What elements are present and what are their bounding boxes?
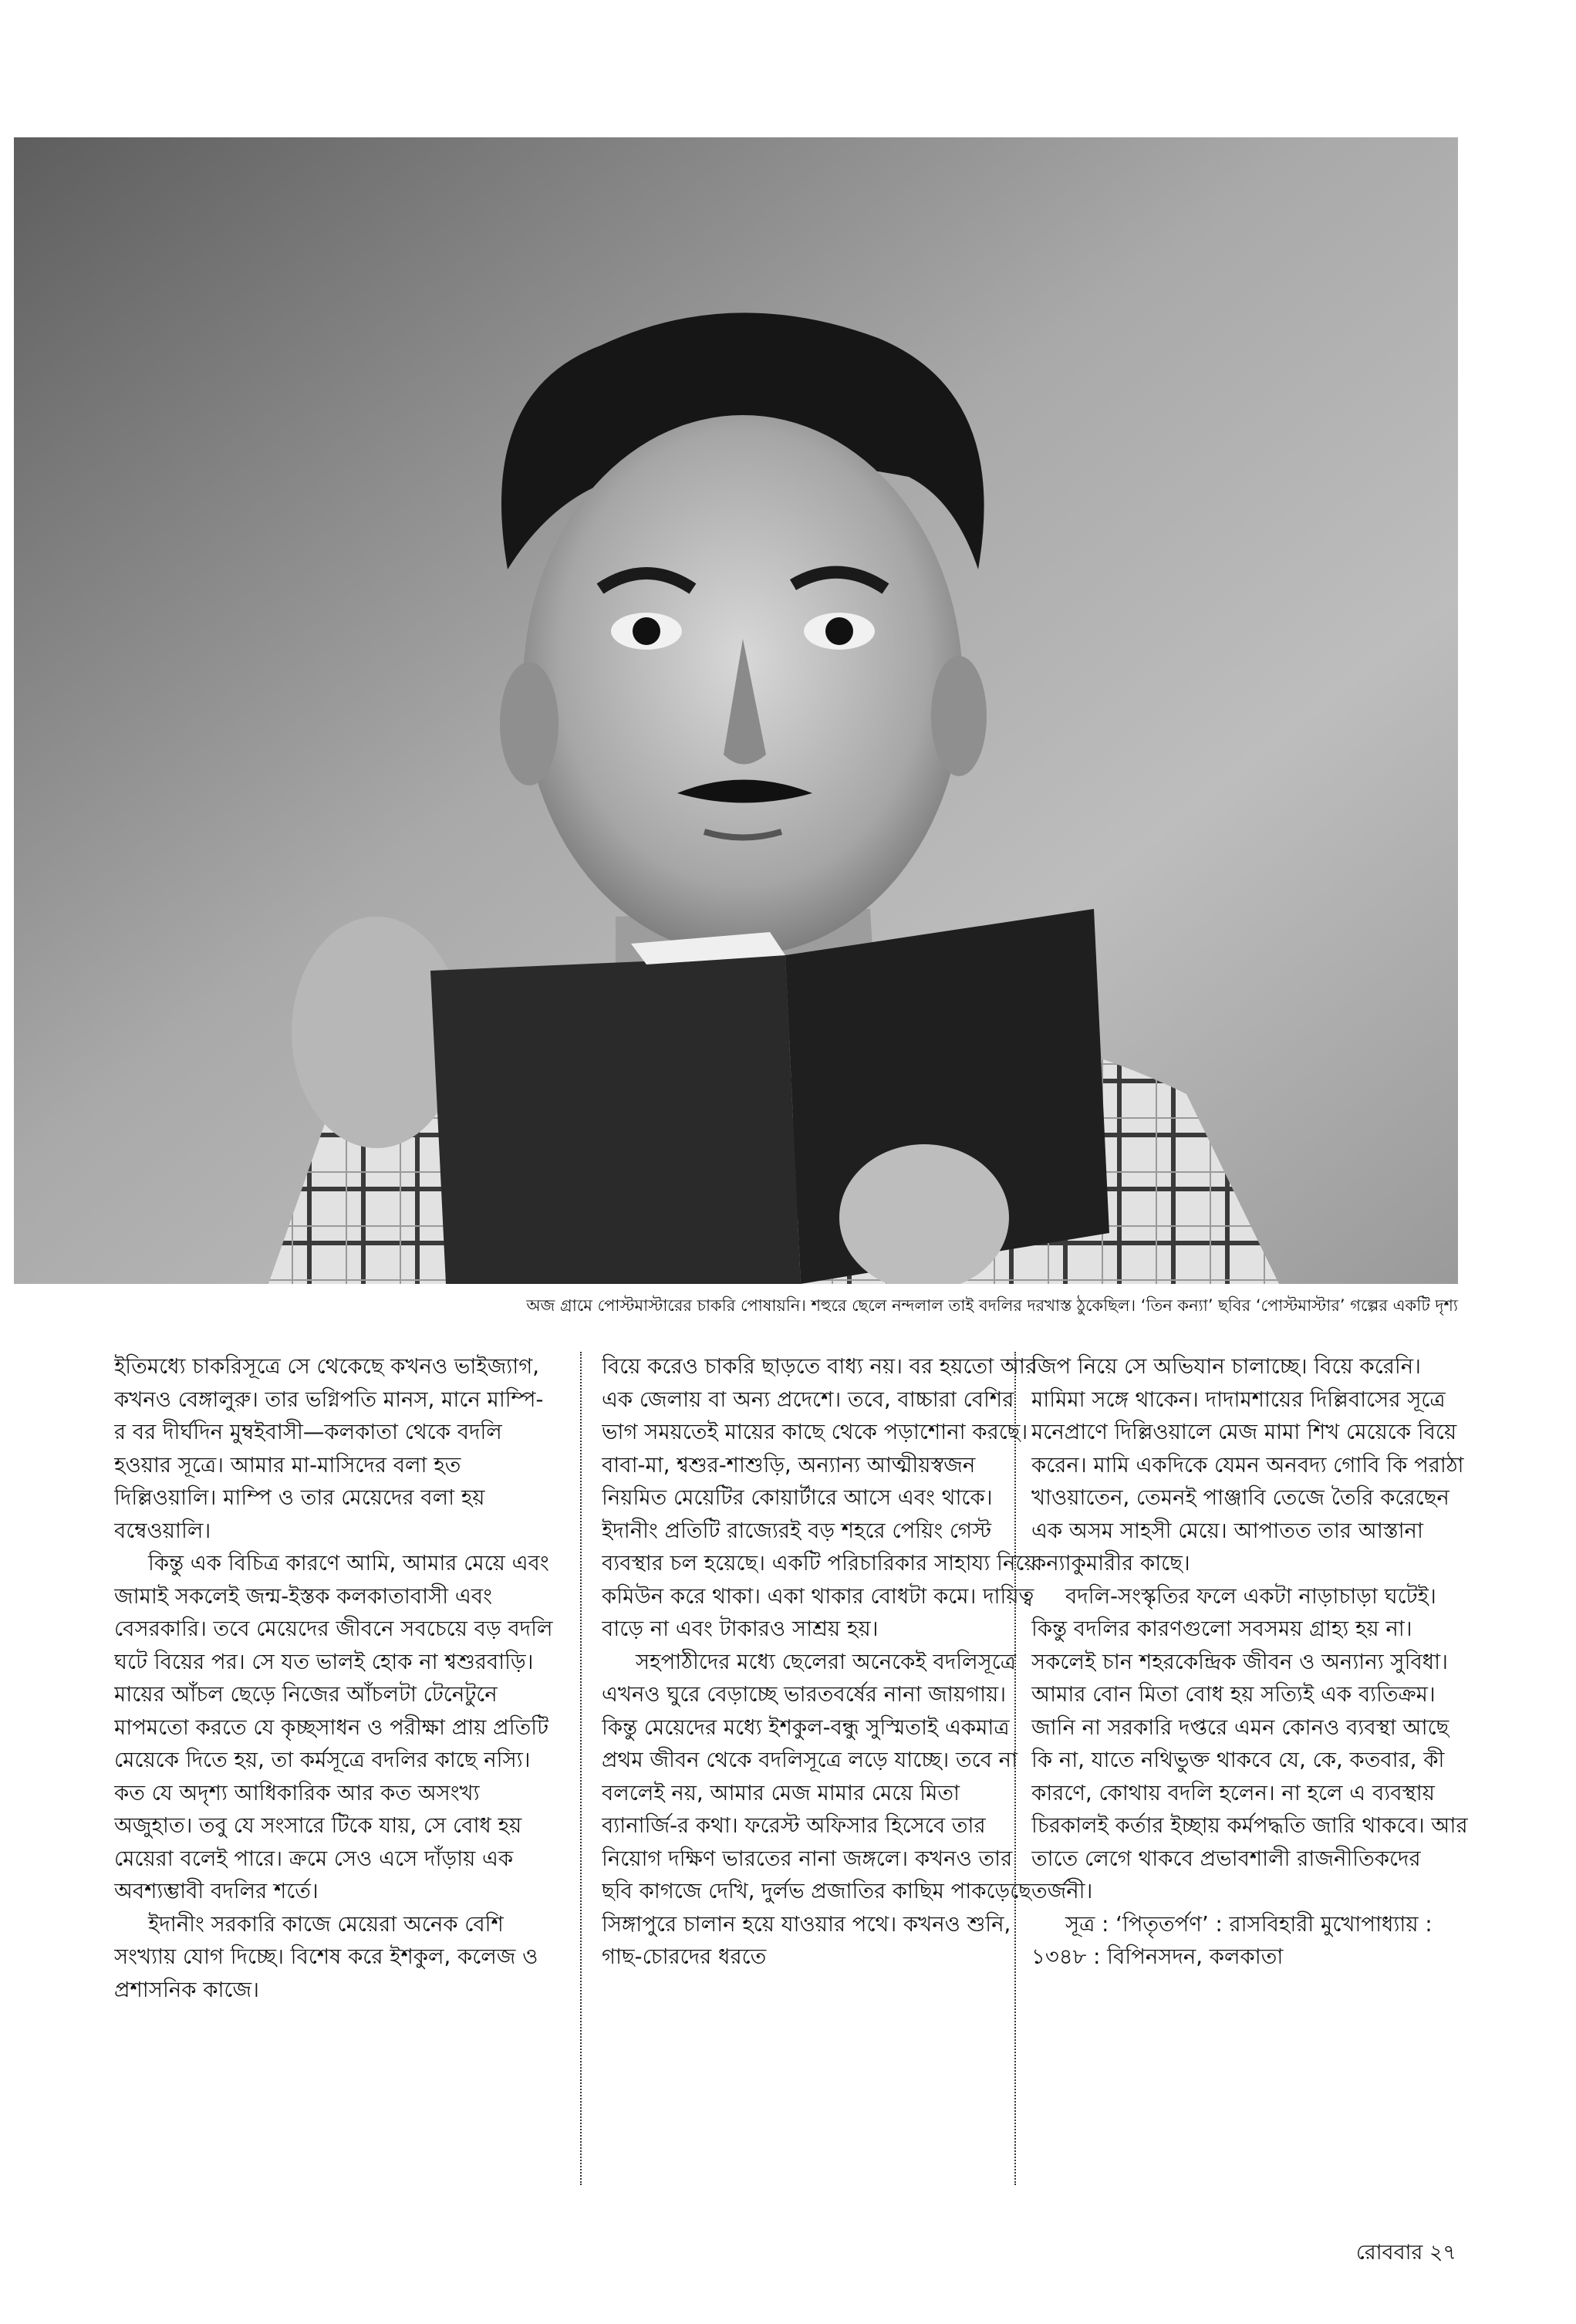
article-column-3 <box>1031 1350 1471 2199</box>
paragraph: ইতিমধ্যে চাকরিসূত্রে সে থেকেছে কখনও ভাইজ্যাগ, কখনও বেঙ্গালুরু। তার ভগ্নিপতি মানস, মানে মাম্পি-র বর দীর্ঘদিন মুম্বইবাসী—কলকাতা থেকে বদলি হওয়ার সূত্রে। আমার মা-মাসিদের বলা হত দিল্লিওয়ালি। মাম্পি ও তার মেয়েদের বলা হয় বম্বেওয়ালি। <box>114 1354 544 1543</box>
paragraph: বদলি-সংস্কৃতির ফলে একটা নাড়াচাড়া ঘটেই। কিন্তু বদলির কারণগুলো সবসময় গ্রাহ্য হয় না। সকলেই চান শহরকেন্দ্রিক জীবন ও অন্যান্য সুবিধা। আমার বোন মিতা বোধ হয় সত্যিই এক ব্যতিক্রম। জানি না সরকারি দপ্তরে এমন কোনও ব্যবস্থা আছে কি না, যাতে নথিভুক্ত থাকবে যে, কে, কতবার, কী কারণে, কোথায় বদলি হলেন। না হলে এ ব্যবস্থায় চিরকালই কর্তার ইচ্ছায় কর্মপদ্ধতি জারি থাকবে। আর তাতে লেগে থাকবে প্রভাবশালী রাজনীতিকদের তর্জনী। <box>1031 1583 1468 1903</box>
article-column-2 <box>602 1350 1041 2199</box>
paragraph: বিয়ে করেও চাকরি ছাড়তে বাধ্য নয়। বর হয়তো আর এক জেলায় বা অন্য প্রদেশে। তবে, বাচ্চারা বেশির ভাগ সময়তেই মায়ের কাছে থেকে পড়াশোনা করছে। বাবা-মা, শ্বশুর-শাশুড়ি, অন্যান্য আত্মীয়স্বজন নিয়মিত মেয়েটির কোয়ার্টারে আসে এবং থাকে। ইদানীং প্রতিটি রাজ্যেরই বড় শহরে পেয়িং গেস্ট ব্যবস্থার চল হয়েছে। একটি পরিচারিকার সাহায্য নিয়ে কমিউন করে থাকা। একা থাকার বোধটা কমে। দায়িত্ব বাড়ে না এবং টাকারও সাশ্রয় হয়। <box>602 1354 1038 1641</box>
paragraph: কিন্তু এক বিচিত্র কারণে আমি, আমার মেয়ে এবং জামাই সকলেই জন্ম-ইস্তক কলকাতাবাসী এবং বেসরকারি। তবে মেয়েদের জীবনে সবচেয়ে বড় বদলি ঘটে বিয়ের পর। সে যত ভালই হোক না শ্বশুরবাড়ি। মায়ের আঁচল ছেড়ে নিজের আঁচলটা টেনেটুনে মাপমতো করতে যে কৃচ্ছসাধন ও পরীক্ষা প্রায় প্রতিটি মেয়েকে দিতে হয়, তা কর্মসূত্রে বদলির কাছে নস্যি। কত যে অদৃশ্য আধিকারিক আর কত অসংখ্য অজুহাত। তবু যে সংসারে টিকে যায়, সে বোধ হয় মেয়েরা বলেই পারে। ক্রমে সেও এসে দাঁড়ায় এক অবশ্যম্ভাবী বদলির শর্তে। <box>114 1551 553 1903</box>
page-folio: রোববার ২৭ <box>1355 2241 1456 2265</box>
column-divider <box>1014 1352 1016 2185</box>
article-column-1 <box>114 1350 554 2199</box>
photo-caption: অজ গ্রামে পোস্টমাস্টারের চাকরি পোষায়নি। শহুরে ছেলে নন্দলাল তাই বদলির দরখাস্ত ঠুকেছিল। ‘তিন কন্যা’ ছবির ‘পোস্টমাস্টার’ গল্পের একটি দৃশ্য <box>526 1296 1458 1315</box>
paragraph: জিপ নিয়ে সে অভিযান চালাচ্ছে। বিয়ে করেনি। মামিমা সঙ্গে থাকেন। দাদামশায়ের দিল্লিবাসের সূত্রে মনেপ্রাণে দিল্লিওয়ালে মেজ মামা শিখ মেয়েকে বিয়ে করেন। মামি একদিকে যেমন অনবদ্য গোবি কি পরাঠা খাওয়াতেন, তেমনই পাঞ্জাবি তেজে তৈরি করেছেন এক অসম সাহসী মেয়ে। আপাতত তার আস্তানা কন্যাকুমারীর কাছে। <box>1031 1354 1464 1576</box>
column-divider <box>580 1352 582 2185</box>
paragraph: ইদানীং সরকারি কাজে মেয়েরা অনেক বেশি সংখ্যায় যোগ দিচ্ছে। বিশেষ করে ইশকুল, কলেজ ও প্রশাসনিক কাজে। <box>114 1911 538 2002</box>
postmaster-scene-image <box>14 137 1458 1284</box>
film-still-photo <box>14 137 1458 1284</box>
paragraph: সহপাঠীদের মধ্যে ছেলেরা অনেকেই বদলিসূত্রে এখনও ঘুরে বেড়াচ্ছে ভারতবর্ষের নানা জায়গায়। কিন্তু মেয়েদের মধ্যে ইশকুল-বন্ধু সুস্মিতাই একমাত্র প্রথম জীবন থেকে বদলিসূত্রে লড়ে যাচ্ছে। তবে না বললেই নয়, আমার মেজ মামার মেয়ে মিতা ব্যানার্জি-র কথা। ফরেস্ট অফিসার হিসেবে তার নিয়োগ দক্ষিণ ভারতের নানা জঙ্গলে। কখনও তার ছবি কাগজে দেখি, দুর্লভ প্রজাতির কাছিম পাকড়েছে সিঙ্গাপুরে চালান হয়ে যাওয়ার পথে। কখনও শুনি, গাছ-চোরদের ধরতে <box>602 1649 1031 1969</box>
source-citation: সূত্র : ‘পিতৃতর্পণ’ : রাসবিহারী মুখোপাধ্যায় : ১৩৪৮ : বিপিনসদন, কলকাতা <box>1031 1911 1433 1969</box>
